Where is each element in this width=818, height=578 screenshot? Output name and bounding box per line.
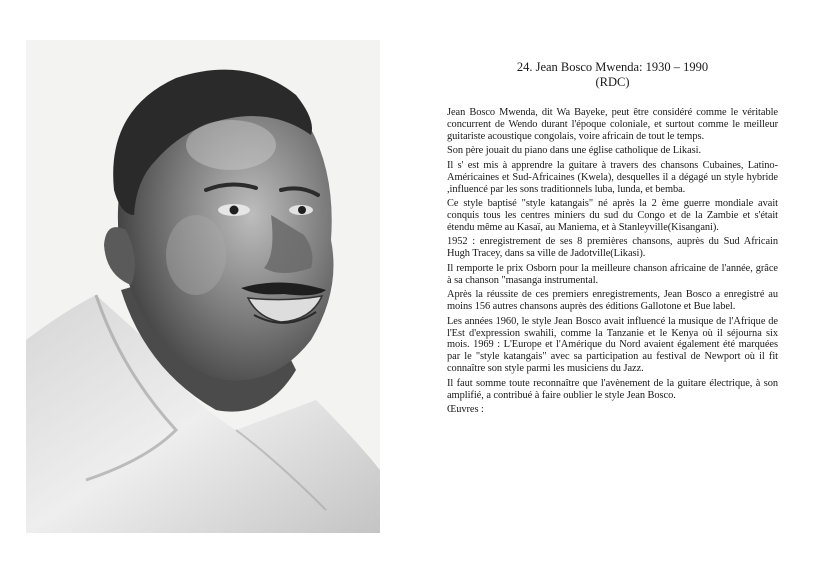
portrait-illustration — [26, 40, 380, 533]
article-text — [447, 60, 778, 419]
paragraph-1: Jean Bosco Mwenda, dit Wa Bayeke, peut être considéré comme le véritable concurrent de Wendo durant l'époque coloniale, et surtout comme le meilleur guitariste acoustique congolais, voire africain de tout le temps. — [447, 107, 778, 142]
paragraph-4: Ce style baptisé "style katangais" né après la 2 ème guerre mondiale avait conquis tous les centres miniers du sud du Congo et de la Zambie et s'était étendu même au Kasaï, au Maniema, et à Stanleyville(Kisangani). — [447, 198, 778, 233]
title-line-2: (RDC) — [595, 75, 630, 89]
article-title — [447, 60, 778, 90]
paragraph-6: Il remporte le prix Osborn pour la meilleure chanson africaine de l'année, grâce à sa chanson "masanga instrumental. — [447, 262, 778, 286]
portrait-drawing — [26, 40, 380, 533]
paragraph-5: 1952 : enregistrement de ses 8 premières chansons, auprès du Sud Africain Hugh Tracey, dans sa ville de Jadotville(Likasi). — [447, 236, 778, 260]
paragraph-9: Il faut somme toute reconnaître que l'avènement de la guitare électrique, à son amplifié, a contribué à faire oublier le style Jean Bosco. — [447, 377, 778, 401]
paragraph-2: Son père jouait du piano dans une église catholique de Likasi. — [447, 145, 702, 157]
paragraph-3: Il s' est mis à apprendre la guitare à travers des chansons Cubaines, Latino-Américaines et Sud-Africaines (Kwela), desquelles il a dégagé un style hybride ,influencé par les sons traditionnels luba, lunda, et bemba. — [447, 159, 778, 195]
works-label: Œuvres : — [447, 404, 484, 416]
title-line-1: 24. Jean Bosco Mwenda: 1930 – 1990 — [516, 60, 709, 74]
paragraph-8: Les années 1960, le style Jean Bosco avait influencé la musique de l'Afrique de l'Est d'expression swahili, comme la Tanzanie et le Kenya où il séjourna six mois. 1969 : L'Europe et l'Amérique du Nord avaient également été marquées par le "style katangais" avec sa participation au festival de Newport où il fit connaître son style parmi les musiciens du Jazz. — [447, 315, 778, 375]
paragraph-7: Après la réussite de ces premiers enregistrements, Jean Bosco a enregistré au moins 156 autres chansons auprès des éditions Gallotone et Bue label. — [447, 289, 778, 313]
